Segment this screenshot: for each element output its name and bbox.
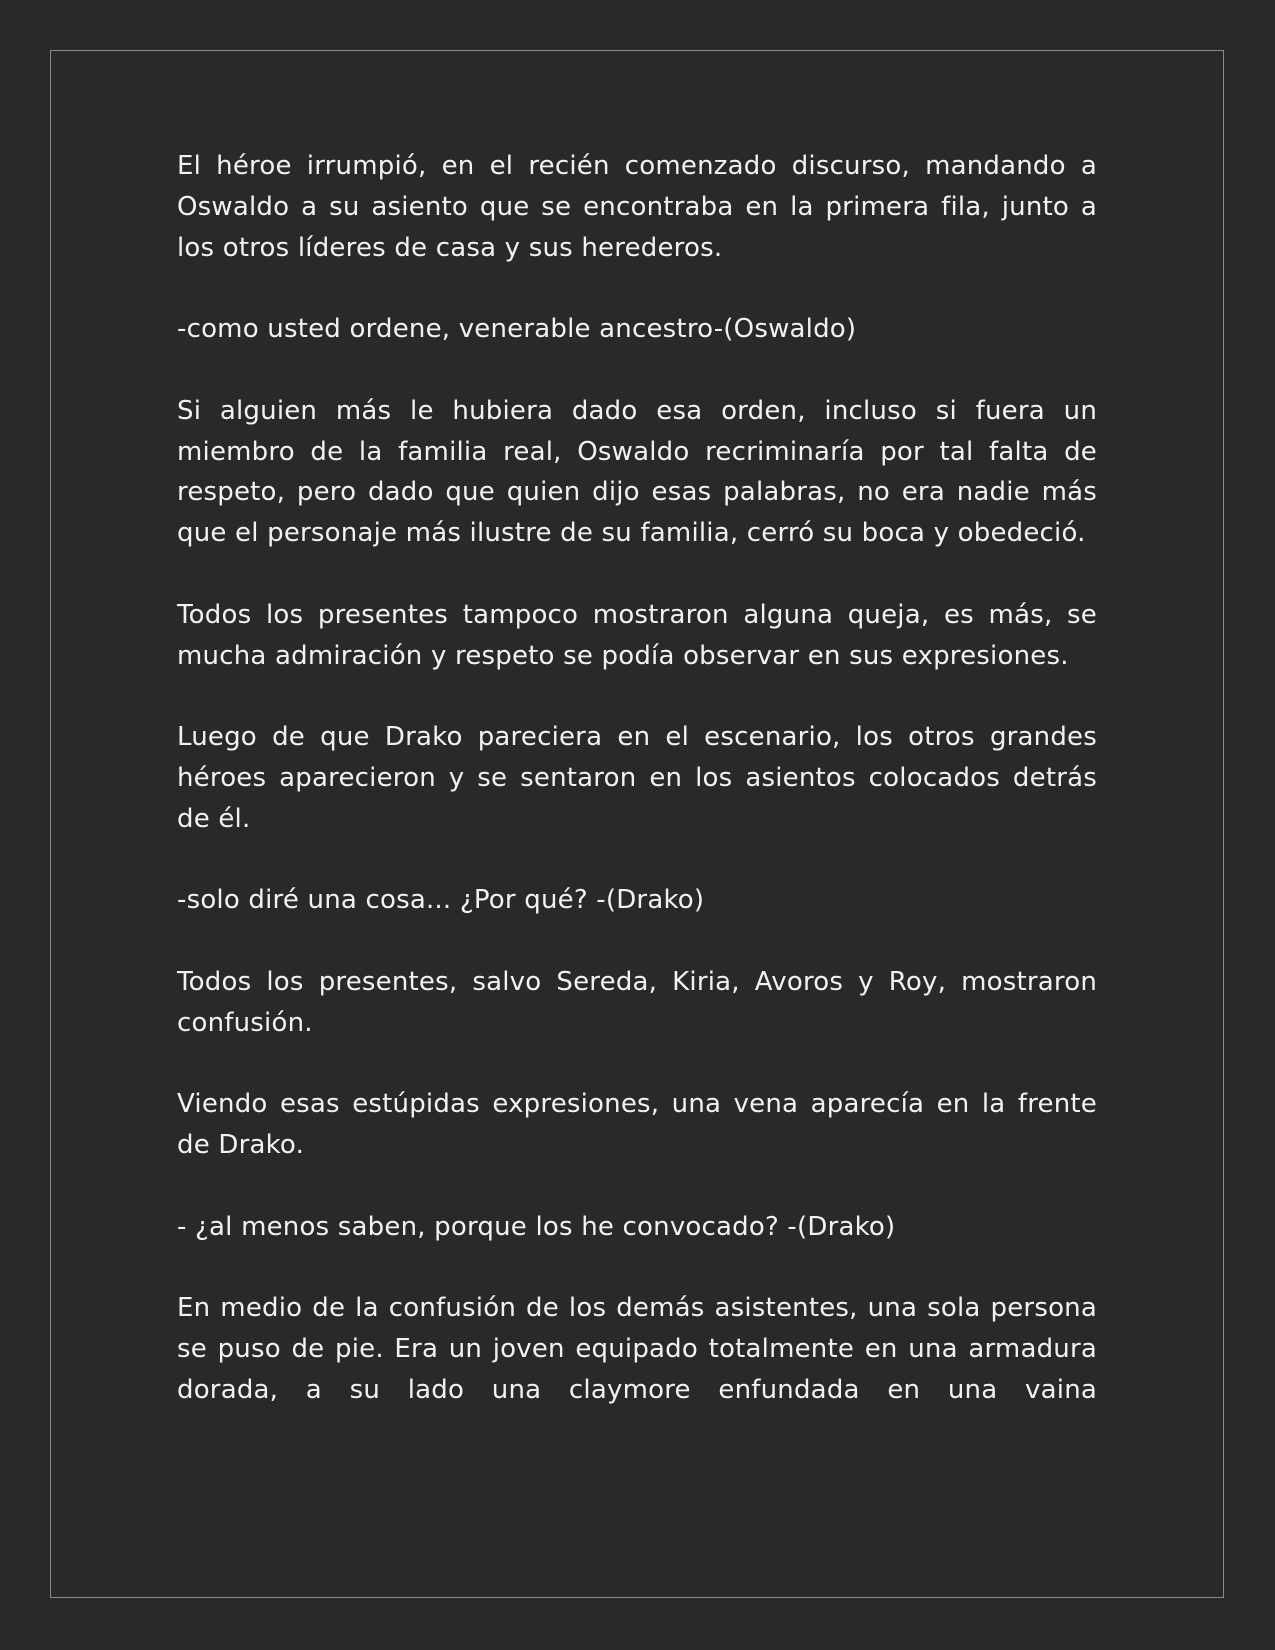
dialogue-line: -solo diré una cosa... ¿Por qué? -(Drako)	[177, 885, 705, 916]
paragraph: Todos los presentes, salvo Sereda, Kiria, Avoros y Roy, mostraron confusión.	[177, 966, 1097, 1038]
paragraph: Luego de que Drako pareciera en el escenario, los otros grandes héroes aparecieron y se sentaron en los asientos colocados detrás de él.	[177, 722, 1097, 834]
paragraph: Si alguien más le hubiera dado esa orden, incluso si fuera un miembro de la familia real, Oswaldo recriminaría por tal falta de respeto, pero dado que quien dijo esas palabras, no era nadie más que el personaje más ilustre de su familia, cerró su boca y obedeció.	[177, 395, 1097, 549]
dialogue-line: -como usted ordene, venerable ancestro-(Oswaldo)	[177, 314, 857, 345]
dialogue-line: - ¿al menos saben, porque los he convocado? -(Drako)	[177, 1211, 896, 1242]
paragraph: En medio de la confusión de los demás asistentes, una sola persona se puso de pie. Era un joven equipado totalmente en una armadura dorada, a su lado una claymore enfundada en una vaina	[177, 1293, 1097, 1405]
paragraph: Todos los presentes tampoco mostraron alguna queja, es más, se mucha admiración y respeto se podía observar en sus expresiones.	[177, 599, 1097, 671]
text-body	[177, 146, 1097, 1411]
paragraph: El héroe irrumpió, en el recién comenzado discurso, mandando a Oswaldo a su asiento que se encontraba en la primera fila, junto a los otros líderes de casa y sus herederos.	[177, 151, 1097, 263]
paragraph: Viendo esas estúpidas expresiones, una vena aparecía en la frente de Drako.	[177, 1089, 1097, 1161]
